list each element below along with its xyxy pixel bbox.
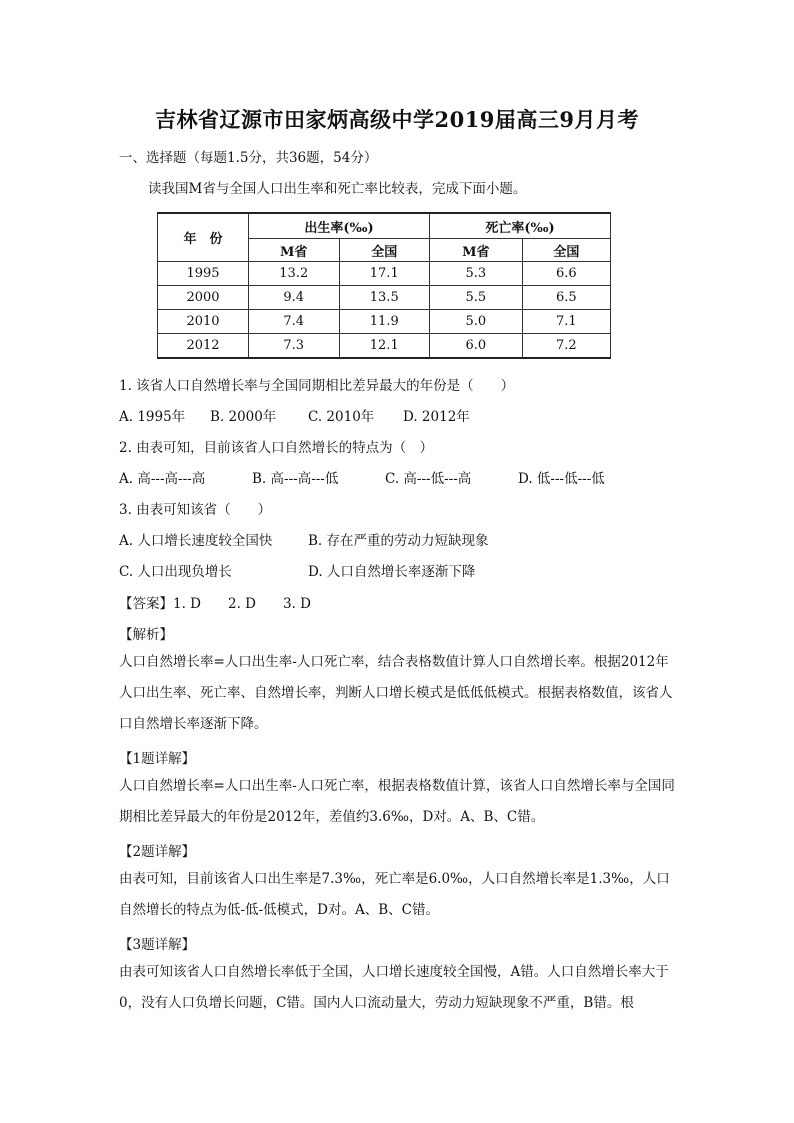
m-death-cell: 6.0 — [430, 334, 523, 359]
q2-option-b: B. 高---高---低 — [252, 471, 339, 487]
q3-option-b: B. 存在严重的劳动力短缺现象 — [308, 533, 489, 549]
sub-header: M省 — [430, 239, 523, 262]
year-cell: 2012 — [158, 334, 249, 359]
sub-header: 全国 — [339, 239, 430, 262]
q2-option-d: D. 低---低---低 — [518, 471, 605, 487]
detail-3-label: 【3题详解】 — [119, 937, 196, 953]
nation-death-cell: 6.6 — [522, 262, 610, 286]
detail-3-text: 由表可知该省人口自然增长率低于全国，人口增长速度较全国慢，A错。人口自然增长率大于0，没有人口负增长问题，C错。国内人口流动量大，劳动力短缺现象不严重，B错。根 — [119, 964, 669, 1011]
sub-header: M省 — [249, 239, 340, 262]
m-death-cell: 5.0 — [430, 310, 523, 334]
year-header: 年 份 — [158, 213, 249, 262]
q1-option-c: C. 2010年 — [308, 409, 375, 425]
answer-line: 【答案】1. D 2. D 3. D — [119, 596, 311, 612]
m-birth-cell: 7.4 — [249, 310, 340, 334]
detail-2-label: 【2题详解】 — [119, 844, 196, 860]
q3-option-a: A. 人口增长速度较全国快 — [119, 533, 273, 549]
q2-option-a: A. 高---高---高 — [119, 471, 206, 487]
question-2-stem: 2. 由表可知，目前该省人口自然增长的特点为（ ） — [119, 440, 434, 456]
q1-option-d: D. 2012年 — [403, 409, 470, 425]
q3-option-d: D. 人口自然增长率逐渐下降 — [308, 564, 476, 580]
nation-birth-cell: 12.1 — [339, 334, 430, 359]
nation-birth-cell: 13.5 — [339, 286, 430, 310]
nation-death-cell: 6.5 — [522, 286, 610, 310]
question-3-stem: 3. 由表可知该省（ ） — [119, 502, 272, 518]
nation-death-cell: 7.1 — [522, 310, 610, 334]
q1-option-b: B. 2000年 — [210, 409, 277, 425]
detail-2-text: 由表可知，目前该省人口出生率是7.3‰，死亡率是6.0‰，人口自然增长率是1.3‰，人口自然增长的特点为低-低-低模式，D对。A、B、C错。 — [119, 871, 670, 918]
year-cell: 2010 — [158, 310, 249, 334]
q3-option-c: C. 人口出现负增长 — [119, 564, 232, 580]
q2-option-c: C. 高---低---高 — [385, 471, 472, 487]
nation-birth-cell: 11.9 — [339, 310, 430, 334]
m-birth-cell: 9.4 — [249, 286, 340, 310]
section-heading: 一、选择题（每题1.5分，共36题，54分） — [119, 150, 378, 166]
table-row — [158, 262, 611, 286]
q1-option-a: A. 1995年 — [119, 409, 186, 425]
analysis-text: 人口自然增长率=人口出生率-人口死亡率，结合表格数值计算人口自然增长率。根据2012年人口出生率、死亡率、自然增长率，判断人口增长模式是低低低模式。根据表格数值，该省人口自然增长率逐渐下降。 — [119, 654, 673, 732]
question-1-stem: 1. 该省人口自然增长率与全国同期相比差异最大的年份是（ ） — [119, 378, 515, 394]
detail-1-text: 人口自然增长率=人口出生率-人口死亡率，根据表格数值计算，该省人口自然增长率与全国同期相比差异最大的年份是2012年，差值约3.6‰，D对。A、B、C错。 — [119, 778, 675, 825]
table-row — [158, 286, 611, 310]
death-rate-header: 死亡率(‰) — [430, 213, 611, 239]
m-death-cell: 5.5 — [430, 286, 523, 310]
exam-title: 吉林省辽源市田家炳高级中学2019届高三9月月考 — [154, 107, 640, 132]
birth-rate-header: 出生率(‰) — [249, 213, 430, 239]
table-row — [158, 310, 611, 334]
detail-1-label: 【1题详解】 — [119, 751, 196, 767]
population-table — [157, 212, 611, 359]
m-birth-cell: 7.3 — [249, 334, 340, 359]
sub-header: 全国 — [522, 239, 610, 262]
table-row — [158, 334, 611, 359]
m-birth-cell: 13.2 — [249, 262, 340, 286]
year-cell: 1995 — [158, 262, 249, 286]
nation-death-cell: 7.2 — [522, 334, 610, 359]
analysis-label: 【解析】 — [119, 627, 173, 643]
year-cell: 2000 — [158, 286, 249, 310]
nation-birth-cell: 17.1 — [339, 262, 430, 286]
m-death-cell: 5.3 — [430, 262, 523, 286]
intro-text: 读我国M省与全国人口出生率和死亡率比较表，完成下面小题。 — [148, 181, 527, 197]
